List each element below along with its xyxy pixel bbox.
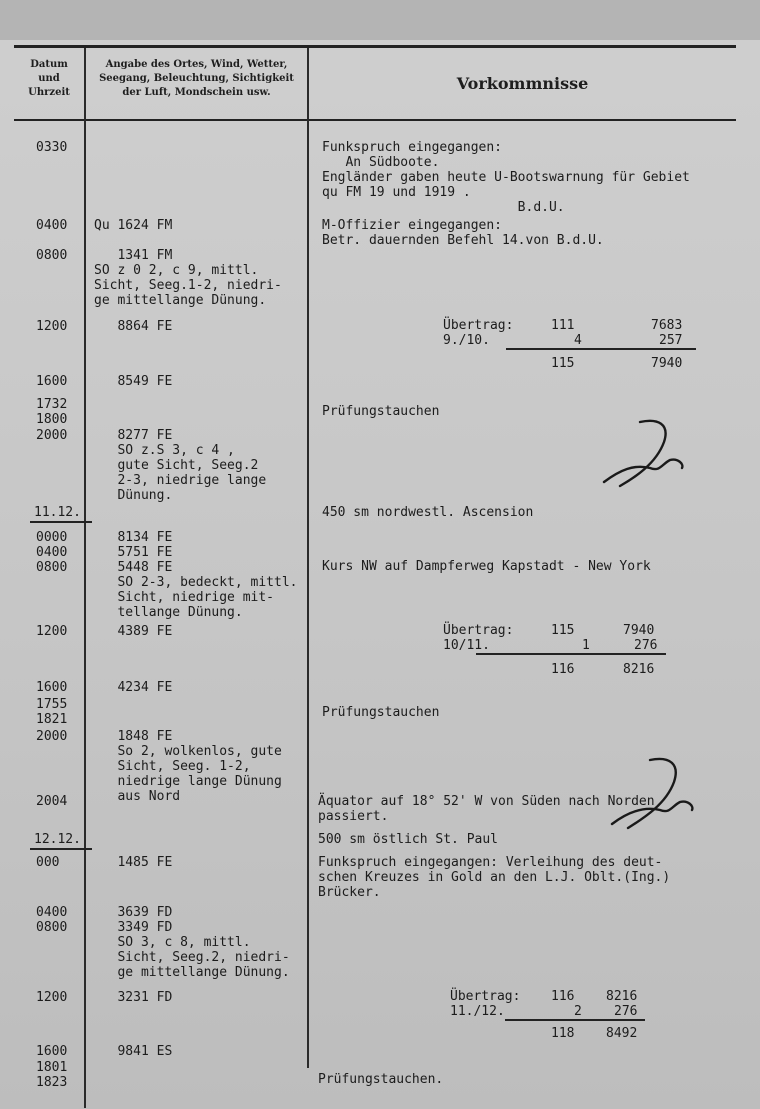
- tally-value: 8216: [606, 989, 638, 1004]
- event-line: B.d.U.: [322, 200, 565, 215]
- day-heading: 11.12.: [34, 505, 81, 520]
- day-heading: 12.12.: [34, 832, 81, 847]
- time-cell: 0800: [36, 248, 68, 263]
- place-line: SO 3, c 8, mittl.: [94, 935, 251, 950]
- tally-value: 257: [659, 333, 683, 348]
- event-line: An Südboote.: [322, 155, 440, 170]
- event-line: 500 sm östlich St. Paul: [318, 832, 499, 847]
- tally-value: 115: [551, 623, 575, 638]
- signature-1: [600, 412, 690, 497]
- place-line: 2-3, niedrige lange: [94, 473, 267, 488]
- header-events: Vorkommnisse: [456, 74, 589, 93]
- header-col2-line: Angabe des Ortes, Wind, Wetter,: [105, 59, 288, 70]
- tally-total: 116: [551, 662, 575, 677]
- event-line: Äquator auf 18° 52' W von Süden nach Norden: [318, 794, 655, 809]
- event-line: Funkspruch eingegangen: Verleihung des deut-: [318, 855, 663, 870]
- place-line: tellange Dünung.: [94, 605, 243, 620]
- tally-value: 276: [634, 638, 658, 653]
- tally-value: 116: [551, 989, 575, 1004]
- place-line: Dünung.: [94, 488, 173, 503]
- place-line: SO z.S 3, c 4 ,: [94, 443, 235, 458]
- place-line: 5751 FE: [94, 545, 173, 560]
- tally-label: Übertrag:: [443, 623, 514, 638]
- place-cell: 8549 FE: [94, 374, 173, 389]
- tally-value: 7683: [651, 318, 683, 333]
- time-cell: 0800: [36, 560, 68, 575]
- event-line: Funkspruch eingegangen:: [322, 140, 503, 155]
- time-cell: 0400: [36, 545, 68, 560]
- column-divider-1: [84, 48, 86, 1108]
- header-col2-line: Seegang, Beleuchtung, Sichtigkeit: [99, 73, 294, 84]
- place-line: 1341 FM: [94, 248, 173, 263]
- tally-total: 118: [551, 1026, 575, 1041]
- time-cell: 1600: [36, 374, 68, 389]
- time-cell: 2000: [36, 729, 68, 744]
- event-line: Betr. dauernden Befehl 14.von B.d.U.: [322, 233, 604, 248]
- tally-rule: [505, 1019, 645, 1021]
- tally-value: 4: [574, 333, 582, 348]
- event-line: Prüfungstauchen: [322, 705, 440, 720]
- place-line: 3639 FD: [94, 905, 173, 920]
- event-line: 450 sm nordwestl. Ascension: [322, 505, 534, 520]
- place-cell: 4234 FE: [94, 680, 173, 695]
- place-line: SO 2-3, bedeckt, mittl.: [94, 575, 298, 590]
- place-line: Sicht, niedrige mit-: [94, 590, 275, 605]
- date-underline: [30, 521, 92, 523]
- tally-value: 276: [614, 1004, 638, 1019]
- time-cell: 0800: [36, 920, 68, 935]
- tally-total: 8492: [606, 1026, 638, 1041]
- place-cell: 9841 ES: [94, 1044, 173, 1059]
- event-line: Brücker.: [318, 885, 381, 900]
- place-cell: 1485 FE: [94, 855, 173, 870]
- time-cell: 1821: [36, 712, 68, 727]
- tally-date: 11./12.: [450, 1004, 505, 1019]
- time-cell: 1200: [36, 990, 68, 1005]
- time-cell: 1600: [36, 1044, 68, 1059]
- date-underline: [30, 848, 92, 850]
- column-divider-2: [307, 48, 309, 1068]
- place-line: gute Sicht, Seeg.2: [94, 458, 259, 473]
- place-line: ge mittellange Dünung.: [94, 293, 267, 308]
- place-line: ge mittellange Dünung.: [94, 965, 290, 980]
- tally-rule: [506, 348, 696, 350]
- time-cell: 1801: [36, 1060, 68, 1075]
- header-col1-line: Datum: [30, 59, 68, 70]
- event-line: Engländer gaben heute U-Bootswarnung für Gebiet: [322, 170, 690, 185]
- place-line: 8277 FE: [94, 428, 173, 443]
- time-cell: 000: [36, 855, 60, 870]
- event-line: schen Kreuzes in Gold an den L.J. Oblt.(Ing.): [318, 870, 671, 885]
- page-top-edge: [0, 0, 760, 40]
- signature-2: [608, 752, 698, 837]
- time-cell: 1800: [36, 412, 68, 427]
- time-cell: 2004: [36, 794, 68, 809]
- time-cell: 1732: [36, 397, 68, 412]
- tally-label: Übertrag:: [450, 989, 521, 1004]
- time-cell: 0400: [36, 905, 68, 920]
- place-line: Sicht, Seeg.2, niedri-: [94, 950, 290, 965]
- time-cell: 1200: [36, 624, 68, 639]
- place-cell: 3231 FD: [94, 990, 173, 1005]
- place-cell: 8864 FE: [94, 319, 173, 334]
- time-cell: 0400: [36, 218, 68, 233]
- place-line: SO z 0 2, c 9, mittl.: [94, 263, 259, 278]
- tally-value: 2: [574, 1004, 582, 1019]
- tally-total: 8216: [623, 662, 655, 677]
- place-line: 1848 FE: [94, 729, 173, 744]
- place-line: 5448 FE: [94, 560, 173, 575]
- time-cell: 0330: [36, 140, 68, 155]
- tally-value: 7940: [623, 623, 655, 638]
- time-cell: 1200: [36, 319, 68, 334]
- tally-value: 111: [551, 318, 575, 333]
- time-cell: 1600: [36, 680, 68, 695]
- tally-label: Übertrag:: [443, 318, 514, 333]
- place-line: niedrige lange Dünung: [94, 774, 282, 789]
- header-top-rule: [14, 45, 736, 48]
- place-cell: 4389 FE: [94, 624, 173, 639]
- tally-date: 10/11.: [443, 638, 490, 653]
- time-cell: 0000: [36, 530, 68, 545]
- event-line: passiert.: [318, 809, 389, 824]
- place-line: So 2, wolkenlos, gute: [94, 744, 282, 759]
- tally-value: 1: [582, 638, 590, 653]
- tally-rule: [476, 653, 666, 655]
- header-bottom-rule: [14, 119, 736, 121]
- time-cell: 1755: [36, 697, 68, 712]
- event-line: M-Offizier eingegangen:: [322, 218, 503, 233]
- place-line: Sicht, Seeg.1-2, niedri-: [94, 278, 282, 293]
- tally-date: 9./10.: [443, 333, 490, 348]
- event-line: Kurs NW auf Dampferweg Kapstadt - New York: [322, 559, 651, 574]
- event-line: qu FM 19 und 1919 .: [322, 185, 471, 200]
- place-cell: Qu 1624 FM: [94, 218, 173, 233]
- event-line: Prüfungstauchen.: [318, 1072, 444, 1087]
- header-col2-line: der Luft, Mondschein usw.: [122, 87, 271, 98]
- place-line: 3349 FD: [94, 920, 173, 935]
- time-cell: 2000: [36, 428, 68, 443]
- tally-total: 7940: [651, 356, 683, 371]
- place-line: aus Nord: [94, 789, 181, 804]
- time-cell: 1823: [36, 1075, 68, 1090]
- header-col1-line: Uhrzeit: [28, 87, 70, 98]
- header-col1-line: und: [38, 73, 60, 84]
- place-line: Sicht, Seeg. 1-2,: [94, 759, 251, 774]
- place-line: 8134 FE: [94, 530, 173, 545]
- event-line: Prüfungstauchen: [322, 404, 440, 419]
- header-location-weather: [86, 58, 307, 100]
- tally-total: 115: [551, 356, 575, 371]
- header-date-time: [14, 58, 84, 100]
